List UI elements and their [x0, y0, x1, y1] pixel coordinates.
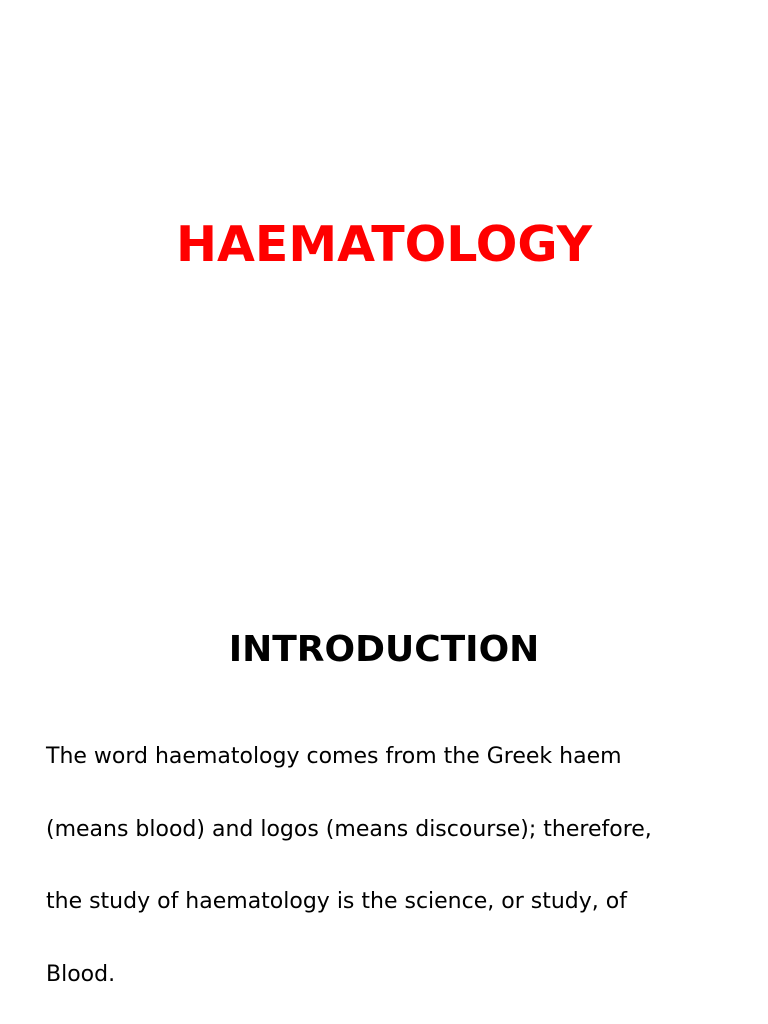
paragraph-line: the study of haematology is the science, or study, of — [46, 889, 627, 914]
section-heading-introduction: INTRODUCTION — [228, 629, 540, 670]
paragraph-line: The word haematology comes from the Greek haem — [46, 744, 622, 769]
document-title: HAEMATOLOGY — [175, 216, 593, 273]
paragraph-line: (means blood) and logos (means discourse); therefore, — [46, 817, 652, 842]
paragraph-line: Blood. — [46, 962, 116, 987]
